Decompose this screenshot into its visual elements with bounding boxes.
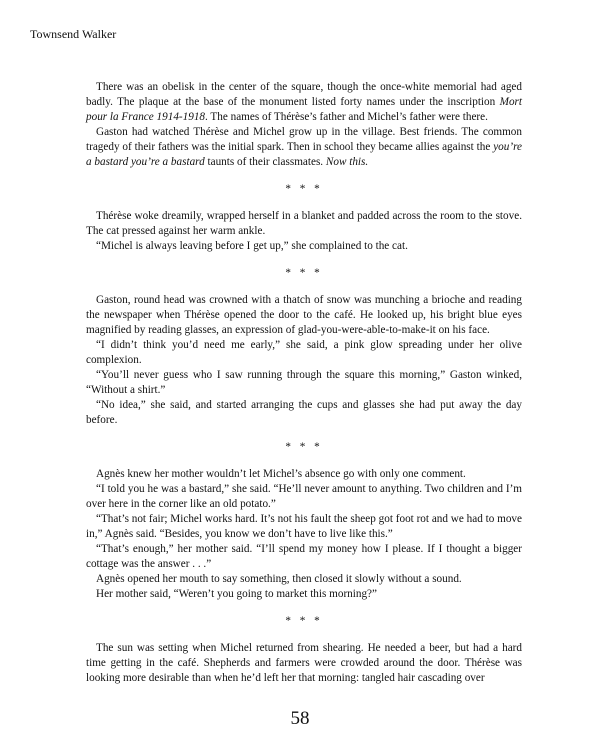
page-body-text (86, 80, 522, 686)
paragraph-no-idea: “No idea,” she said, and started arranging the cups and glasses she had put away the day before. (86, 399, 522, 426)
paragraph-obelisk (86, 80, 522, 125)
page-number: 58 (290, 708, 310, 729)
italic-now-this: Now this. (325, 156, 369, 168)
text-run: . The names of Thérèse’s father and Michel’s father were there. (205, 111, 488, 123)
paragraph-thats-enough: “That’s enough,” her mother said. “I’ll spend my money how I please. If I thought a bigger cottage was the answer . . .” (86, 543, 522, 570)
paragraph-sun-setting: The sun was setting when Michel returned from shearing. He needed a beer, but had a hard time getting in the café. Shepherds and farmers were crowded around the door. Thérèse was looking more desirable than when he’d left her that morning: tangled hair cascading over (86, 642, 522, 684)
paragraph-told-you: “I told you he was a bastard,” she said. “He’ll never amount to anything. Two children and I’m over here in the corner like an old potato.” (86, 483, 522, 510)
paragraph-michel-leaving: “Michel is always leaving before I get up,” she complained to the cat. (96, 240, 408, 252)
paragraph-market: Her mother said, “Weren’t you going to market this morning?” (96, 588, 377, 600)
paragraph-gaston-watched (86, 125, 522, 170)
section-separator: * * * (285, 183, 323, 195)
paragraph-gaston-brioche: Gaston, round head was crowned with a thatch of snow was munching a brioche and reading the newspaper when Thérèse opened the door to the café. He looked up, his bright blue eyes magnified by reading glasses, an expression of glad-you-were-able-to-make-it on his face. (86, 294, 522, 336)
running-header-author: Townsend Walker (30, 27, 117, 41)
paragraph-therese-woke: Thérèse woke dreamily, wrapped herself in a blanket and padded across the room to the stove. The cat pressed against her warm ankle. (86, 210, 522, 237)
section-separator: * * * (285, 441, 323, 453)
paragraph-agnes-knew: Agnès knew her mother wouldn’t let Michel’s absence go with only one comment. (96, 468, 466, 480)
section-separator: * * * (285, 615, 323, 627)
italic-taunt: you’re a bastard you’re a bastard (86, 141, 522, 168)
section-separator: * * * (285, 267, 323, 279)
paragraph-not-fair: “That’s not fair; Michel works hard. It’s not his fault the sheep got foot rot and we had to move in,” Agnès said. “Besides, you know we don’t have to live like this.” (86, 513, 522, 540)
paragraph-never-guess: “You’ll never guess who I saw running through the square this morning,” Gaston winked, “Without a shirt.” (86, 369, 522, 396)
text-run: There was an obelisk in the center of the square, though the once-white memorial had aged badly. The plaque at the base of the monument listed forty names under the inscription (86, 81, 522, 108)
text-run: taunts of their classmates. (204, 156, 326, 168)
italic-inscription: Mort pour la France 1914-1918 (86, 96, 522, 123)
paragraph-need-me-early: “I didn’t think you’d need me early,” she said, a pink glow spreading under her olive complexion. (86, 339, 522, 366)
text-run: Gaston had watched Thérèse and Michel grow up in the village. Best friends. The common tragedy of their fathers was the initial spark. Then in school they became allies against the (86, 126, 522, 153)
paragraph-agnes-opened: Agnès opened her mouth to say something, then closed it slowly without a sound. (96, 573, 462, 585)
